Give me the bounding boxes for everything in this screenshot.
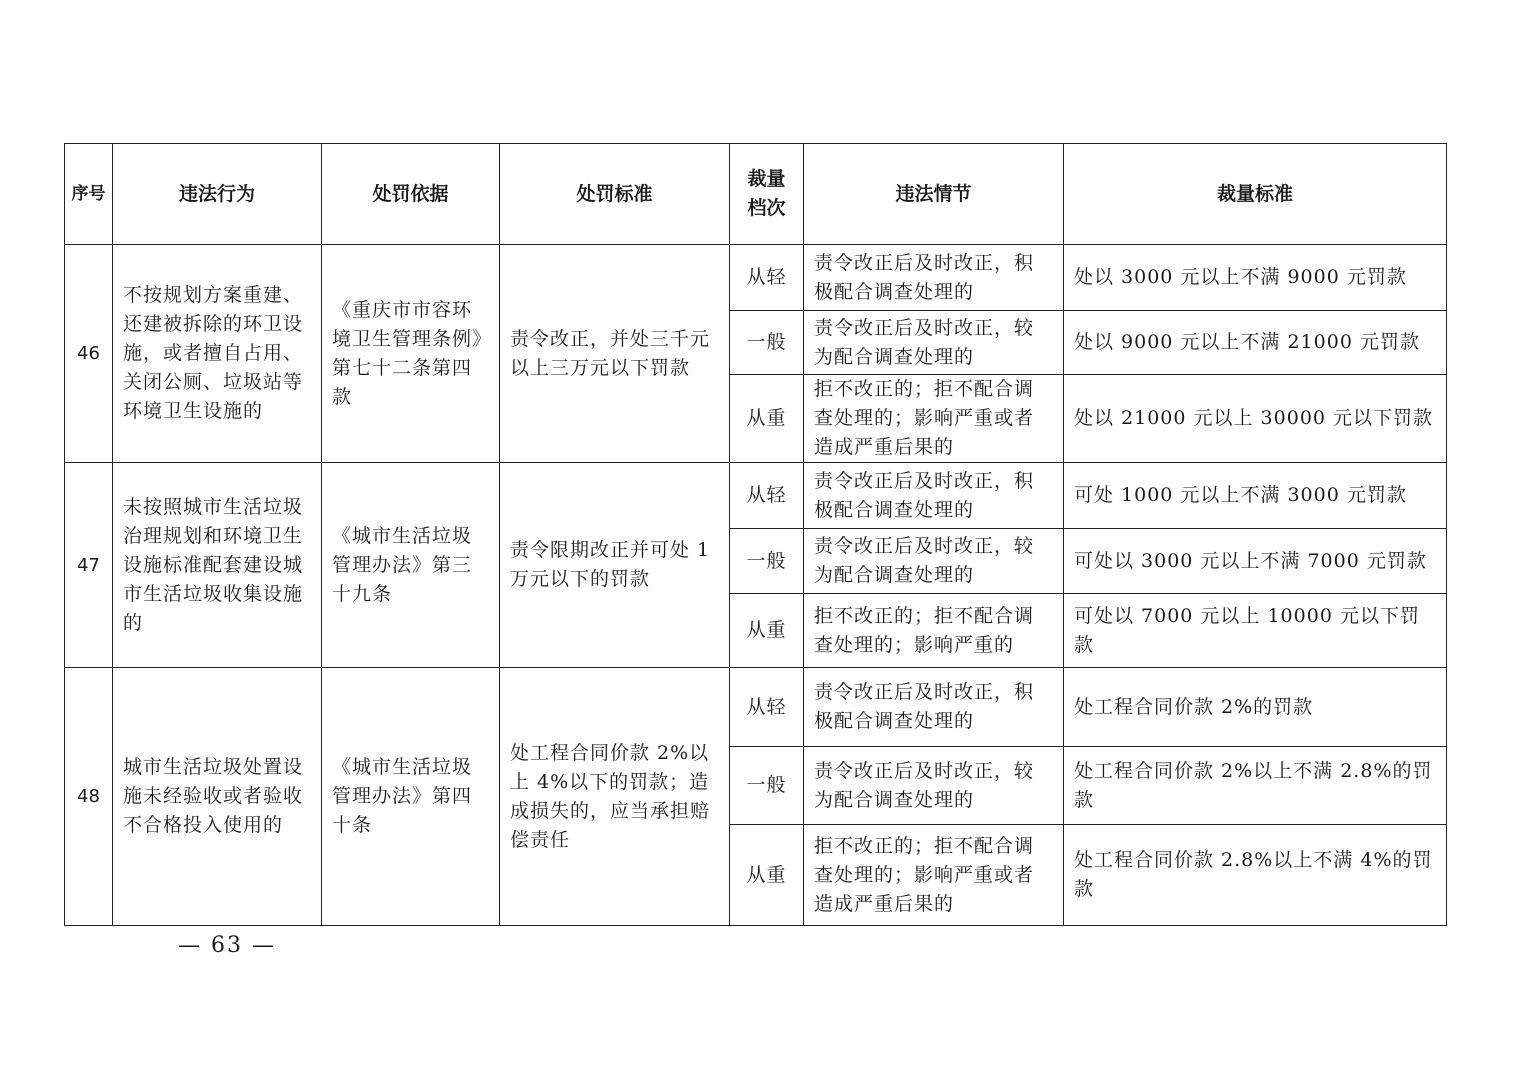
row-seq: 47 [65, 463, 113, 668]
header-penalty-standard: 处罚标准 [500, 144, 730, 245]
tier-circumstances: 责令改正后及时改正，积极配合调查处理的 [804, 463, 1064, 529]
header-violation: 违法行为 [113, 144, 322, 245]
header-circumstances: 违法情节 [804, 144, 1064, 245]
tier-circumstances: 责令改正后及时改正，较为配合调查处理的 [804, 311, 1064, 375]
tier-discretion: 处工程合同价款 2%以上不满 2.8%的罚款 [1064, 747, 1447, 825]
row-violation: 不按规划方案重建、还建被拆除的环卫设施，或者擅自占用、关闭公厕、垃圾站等环境卫生设施的 [113, 245, 322, 463]
tier-level: 从重 [730, 594, 804, 668]
tier-discretion: 处以 9000 元以上不满 21000 元罚款 [1064, 311, 1447, 375]
tier-discretion: 处工程合同价款 2%的罚款 [1064, 668, 1447, 747]
table-row [65, 463, 1447, 529]
tier-circumstances: 拒不改正的；拒不配合调查处理的；影响严重的 [804, 594, 1064, 668]
tier-level: 从轻 [730, 668, 804, 747]
tier-circumstances: 责令改正后及时改正，积极配合调查处理的 [804, 668, 1064, 747]
tier-circumstances: 责令改正后及时改正，较为配合调查处理的 [804, 529, 1064, 594]
table-row [65, 668, 1447, 747]
tier-circumstances: 拒不改正的；拒不配合调查处理的；影响严重或者造成严重后果的 [804, 825, 1064, 926]
row-penalty-standard: 责令改正，并处三千元以上三万元以下罚款 [500, 245, 730, 463]
header-discretion-standard: 裁量标准 [1064, 144, 1447, 245]
tier-level: 从重 [730, 825, 804, 926]
tier-discretion: 可处 1000 元以上不满 3000 元罚款 [1064, 463, 1447, 529]
header-discretion-level: 裁量档次 [730, 144, 804, 245]
header-basis: 处罚依据 [322, 144, 500, 245]
tier-discretion: 处以 21000 元以上 30000 元以下罚款 [1064, 375, 1447, 463]
page-number: — 63 — [178, 933, 276, 958]
header-row [65, 144, 1447, 245]
row-seq: 46 [65, 245, 113, 463]
header-seq: 序号 [65, 144, 113, 245]
tier-circumstances: 责令改正后及时改正，较为配合调查处理的 [804, 747, 1064, 825]
row-penalty-standard: 处工程合同价款 2%以上 4%以下的罚款；造成损失的，应当承担赔偿责任 [500, 668, 730, 926]
tier-discretion: 处工程合同价款 2.8%以上不满 4%的罚款 [1064, 825, 1447, 926]
table-row [65, 245, 1447, 311]
row-basis: 《重庆市市容环境卫生管理条例》第七十二条第四款 [322, 245, 500, 463]
tier-level: 从重 [730, 375, 804, 463]
row-seq: 48 [65, 668, 113, 926]
row-violation: 城市生活垃圾处置设施未经验收或者验收不合格投入使用的 [113, 668, 322, 926]
tier-discretion: 处以 3000 元以上不满 9000 元罚款 [1064, 245, 1447, 311]
tier-level: 一般 [730, 311, 804, 375]
tier-circumstances: 拒不改正的；拒不配合调查处理的；影响严重或者造成严重后果的 [804, 375, 1064, 463]
row-basis: 《城市生活垃圾管理办法》第三十九条 [322, 463, 500, 668]
penalty-discretion-table [64, 143, 1447, 926]
tier-level: 一般 [730, 747, 804, 825]
row-penalty-standard: 责令限期改正并可处 1 万元以下的罚款 [500, 463, 730, 668]
tier-level: 一般 [730, 529, 804, 594]
row-violation: 未按照城市生活垃圾治理规划和环境卫生设施标准配套建设城市生活垃圾收集设施的 [113, 463, 322, 668]
tier-level: 从轻 [730, 463, 804, 529]
tier-level: 从轻 [730, 245, 804, 311]
tier-discretion: 可处以 7000 元以上 10000 元以下罚款 [1064, 594, 1447, 668]
tier-discretion: 可处以 3000 元以上不满 7000 元罚款 [1064, 529, 1447, 594]
row-basis: 《城市生活垃圾管理办法》第四十条 [322, 668, 500, 926]
tier-circumstances: 责令改正后及时改正，积极配合调查处理的 [804, 245, 1064, 311]
